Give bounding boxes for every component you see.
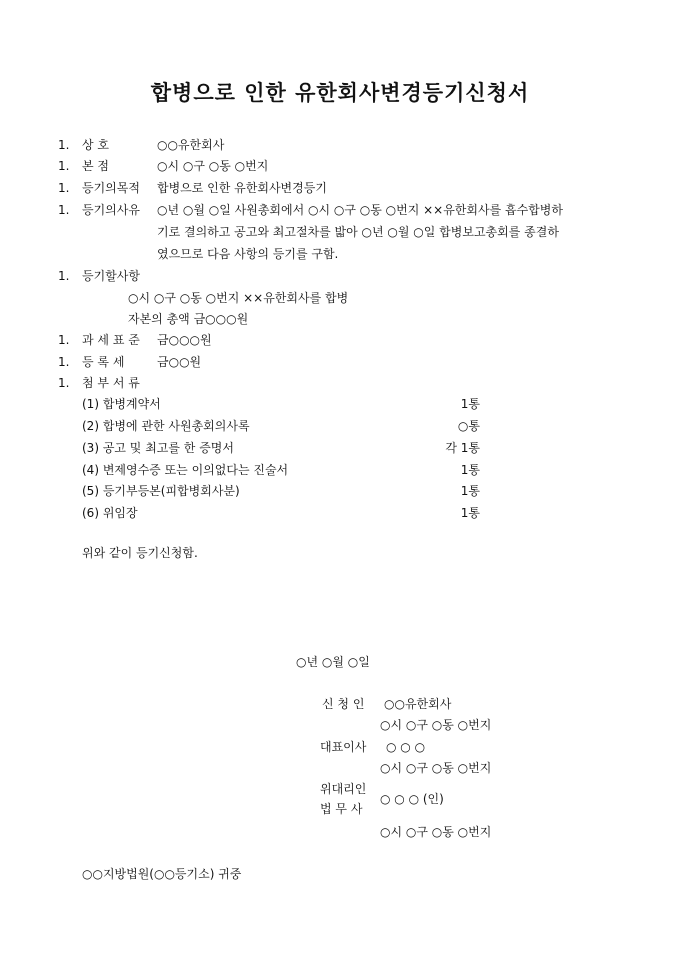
item-bullet: 1. — [58, 181, 70, 195]
reg-tax-label: 등 록 세 — [82, 355, 125, 369]
applicant-label: 신 청 인 — [322, 697, 365, 711]
reason-label: 등기의사유 — [82, 203, 140, 217]
attachment-item: (4) 변제영수증 또는 이의없다는 진술서 — [82, 463, 289, 477]
attachment-item: (5) 등기부등본(피합병회사분) — [82, 484, 240, 498]
matters-label: 등기할사항 — [82, 269, 140, 283]
head-office-value: ○시 ○구 ○동 ○번지 — [157, 159, 269, 173]
attachment-count: 1통 — [460, 463, 480, 477]
purpose-value: 합병으로 인한 유한회사변경등기 — [157, 181, 327, 195]
trade-name-value: ○○유한회사 — [157, 138, 225, 152]
purpose-label: 등기의목적 — [82, 181, 140, 195]
attachments-label: 첨 부 서 류 — [82, 376, 140, 390]
item-bullet: 1. — [58, 333, 70, 347]
document-title: 합병으로 인한 유한회사변경등기신청서 — [150, 81, 530, 105]
agent-title: 법 무 사 — [320, 802, 363, 816]
reason-line: 였으므로 다음 사항의 등기를 구함. — [157, 247, 339, 261]
agent-address: ○시 ○구 ○동 ○번지 — [380, 825, 492, 839]
tax-base-label: 과 세 표 준 — [82, 333, 140, 347]
agent-label: 위대리인 — [320, 782, 367, 796]
item-bullet: 1. — [58, 355, 70, 369]
representative-address: ○시 ○구 ○동 ○번지 — [380, 761, 492, 775]
item-bullet: 1. — [58, 376, 70, 390]
item-bullet: 1. — [58, 138, 70, 152]
agent-name: ○ ○ ○ (인) — [380, 792, 444, 806]
item-bullet: 1. — [58, 203, 70, 217]
closing-text: 위와 같이 등기신청함. — [82, 546, 198, 560]
representative-name: ○ ○ ○ — [386, 740, 426, 754]
matters-line: 자본의 총액 금○○○원 — [128, 312, 249, 326]
applicant-name: ○○유한회사 — [384, 697, 452, 711]
item-bullet: 1. — [58, 269, 70, 283]
attachment-count: 1통 — [460, 506, 480, 520]
attachment-item: (2) 합병에 관한 사원총회의사록 — [82, 419, 250, 433]
attachment-item: (6) 위임장 — [82, 506, 138, 520]
reg-tax-value: 금○○원 — [157, 355, 202, 369]
attachment-item: (1) 합병계약서 — [82, 397, 161, 411]
attachment-count: 1통 — [460, 484, 480, 498]
attachment-count: 각 1통 — [445, 441, 480, 455]
item-bullet: 1. — [58, 159, 70, 173]
trade-name-label: 상 호 — [82, 138, 109, 152]
reason-line: 기로 결의하고 공고와 최고절차를 밟아 ○년 ○월 ○일 합병보고총회를 종결하 — [157, 225, 559, 239]
reason-line: ○년 ○월 ○일 사원총회에서 ○시 ○구 ○동 ○번지 ××유한회사를 흡수합병하 — [157, 203, 563, 217]
head-office-label: 본 점 — [82, 159, 109, 173]
attachment-item: (3) 공고 및 최고를 한 증명서 — [82, 441, 234, 455]
applicant-address: ○시 ○구 ○동 ○번지 — [380, 718, 492, 732]
matters-line: ○시 ○구 ○동 ○번지 ××유한회사를 합병 — [128, 291, 349, 305]
court-addressee: ○○지방법원(○○등기소) 귀중 — [82, 867, 242, 881]
attachment-count: 1통 — [460, 397, 480, 411]
representative-label: 대표이사 — [320, 740, 367, 754]
application-date: ○년 ○월 ○일 — [296, 655, 370, 669]
attachment-count: ○통 — [457, 419, 480, 433]
tax-base-value: 금○○○원 — [157, 333, 212, 347]
